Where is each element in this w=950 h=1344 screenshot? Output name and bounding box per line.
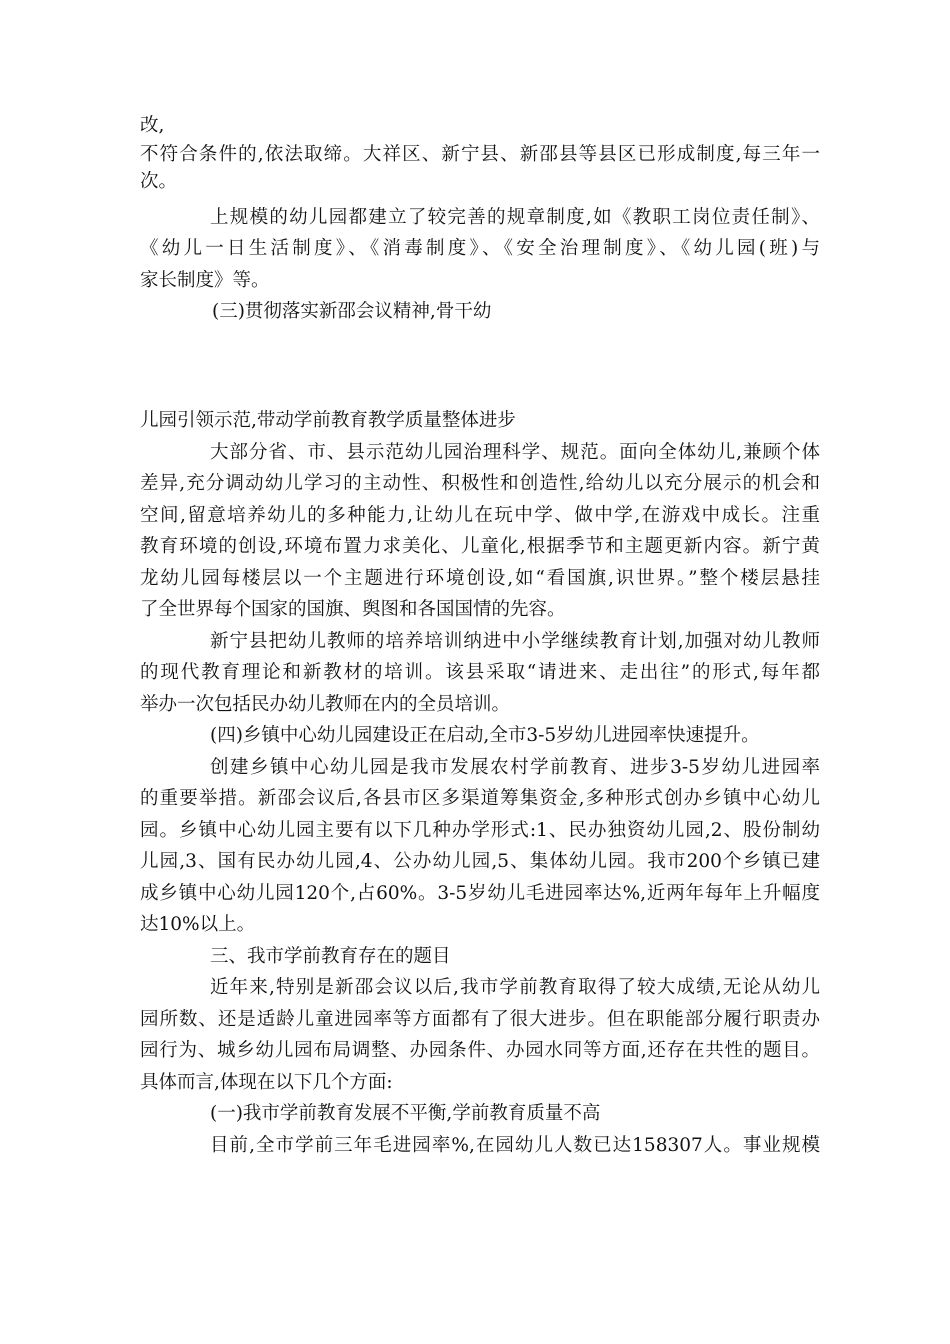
text-line: 创建乡镇中心幼儿园是我市发展农村学前教育、进步3-5岁幼儿进园率	[210, 756, 820, 778]
text-line: 园行为、城乡幼儿园布局调整、办园条件、办园水同等方面,还存在共性的题目。	[140, 1040, 820, 1061]
text-line: 教育环境的创设,环境布置力求美化、儿童化,根据季节和主题更新内容。新宁黄	[140, 536, 820, 557]
text-line: 达10%以上。	[140, 914, 256, 935]
text-line: 了全世界每个国家的国旗、舆图和各国国情的先容。	[140, 599, 566, 620]
text-line: 新宁县把幼儿教师的培养培训纳进中小学继续教育计划,加强对幼儿教师	[210, 630, 820, 652]
text-line: 《幼儿一日生活制度》、《消毒制度》、《安全治理制度》、《幼儿园(班)与	[140, 238, 820, 259]
section-heading: (四)乡镇中心幼儿园建设正在启动,全市3-5岁幼儿进园率快速提升。	[210, 725, 760, 746]
text-line: 具体而言,体现在以下几个方面:	[140, 1071, 393, 1093]
text-block-top	[140, 110, 820, 328]
text-line: 成乡镇中心幼儿园120个,占60%。3-5岁幼儿毛进园率达%,近两年每年上升幅度	[140, 882, 820, 904]
text-line: 上规模的幼儿园都建立了较完善的规章制度,如《教职工岗位责任制》、	[210, 206, 820, 228]
text-line: 的现代教育理论和新教材的培训。该县采取“请进来、走出往”的形式,每年都	[140, 662, 820, 683]
section-heading: (一)我市学前教育发展不平衡,学前教育质量不高	[210, 1103, 601, 1124]
text-line: 次。	[140, 170, 178, 192]
text-line: 目前,全市学前三年毛进园率%,在园幼儿人数已达158307人。事业规模	[210, 1134, 820, 1156]
text-line: 差异,充分调动幼儿学习的主动性、积极性和创造性,给幼儿以充分展示的机会和	[140, 473, 820, 494]
text-line: 园所数、还是适龄儿童进园率等方面都有了很大进步。但在职能部分履行职责办	[140, 1008, 820, 1030]
text-line: 举办一次包括民办幼儿教师在内的全员培训。	[140, 693, 511, 715]
text-line: 不符合条件的,依法取缔。大祥区、新宁县、新邵县等县区已形成制度,每三年一	[140, 143, 820, 165]
text-line: 龙幼儿园每楼层以一个主题进行环境创设,如“看国旗,识世界。”整个楼层悬挂	[140, 567, 820, 589]
text-line: 改,	[140, 115, 165, 136]
text-line: 儿园,3、国有民办幼儿园,4、公办幼儿园,5、集体幼儿园。我市200个乡镇已建	[140, 851, 820, 872]
text-line: 空间,留意培养幼儿的多种能力,让幼儿在玩中学、做中学,在游戏中成长。注重	[140, 504, 820, 526]
text-line: 大部分省、市、县示范幼儿园治理科学、规范。面向全体幼儿,兼顾个体	[210, 441, 820, 463]
text-line: 园。乡镇中心幼儿园主要有以下几种办学形式:1、民办独资幼儿园,2、股份制幼	[140, 819, 820, 841]
text-block-main	[140, 405, 820, 1161]
section-heading: (三)贯彻落实新邵会议精神,骨干幼	[212, 301, 492, 322]
text-line: 儿园引领示范,带动学前教育教学质量整体进步	[140, 410, 516, 431]
text-line: 家长制度》等。	[140, 269, 270, 291]
text-line: 近年来,特别是新邵会议以后,我市学前教育取得了较大成绩,无论从幼儿	[210, 977, 820, 998]
text-line: 的重要举措。新邵会议后,各县市区多渠道筹集资金,多种形式创办乡镇中心幼儿	[140, 788, 820, 809]
section-heading: 三、我市学前教育存在的题目	[210, 945, 451, 967]
